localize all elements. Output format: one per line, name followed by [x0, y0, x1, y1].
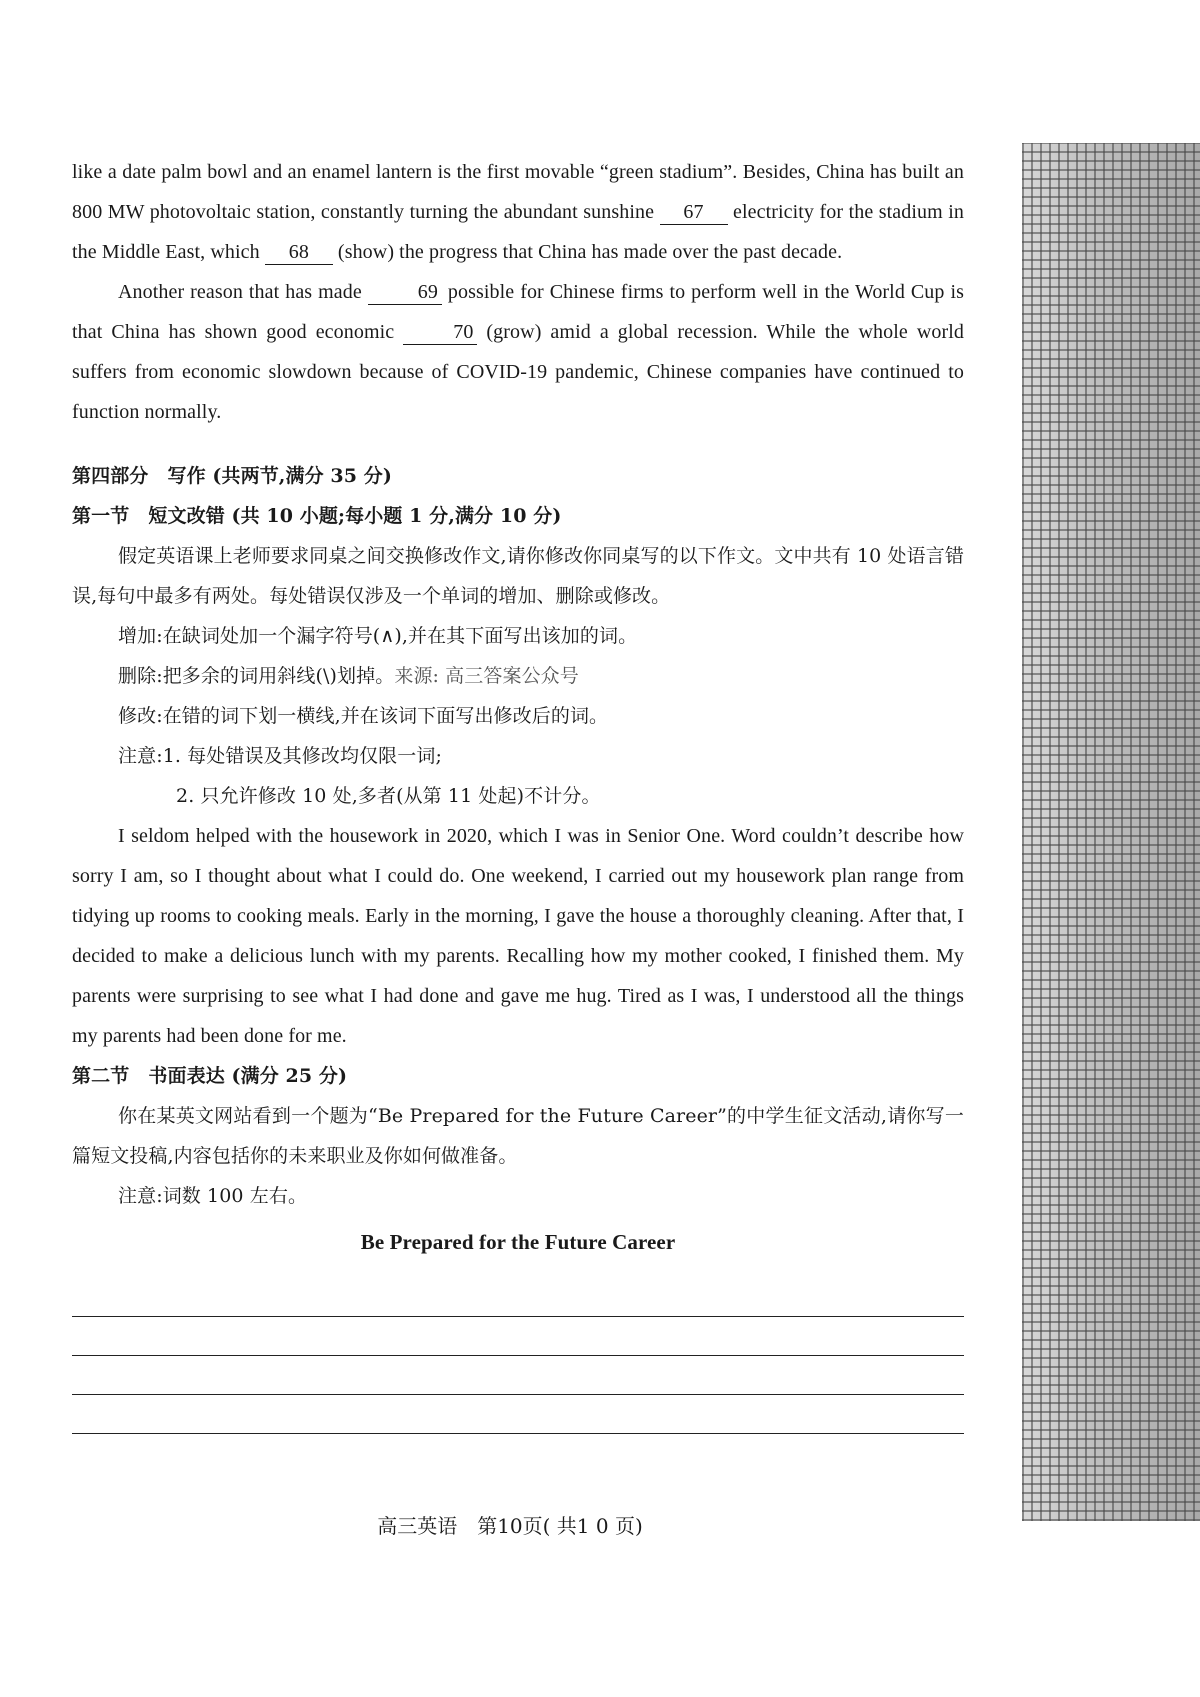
note-3: 注意:词数 100 左右。: [118, 1185, 308, 1207]
passage-text: Another reason that has made: [118, 281, 368, 303]
answer-line[interactable]: [72, 1395, 964, 1434]
page-content: [72, 152, 964, 1434]
passage-text: (show) the progress that China has made over the past decade.: [332, 241, 843, 263]
answer-line[interactable]: [72, 1356, 964, 1395]
instruction-delete-text: 删除:把多余的词用斜线(\)划掉。: [118, 665, 395, 687]
passage-paragraph-1: [72, 152, 964, 272]
section2-instructions: 你在某英文网站看到一个题为“Be Prepared for the Future Career”的中学生征文活动,请你写一篇短文投稿,内容包括你的未来职业及你如何做准备。: [72, 1105, 964, 1167]
section1-heading: 第一节 短文改错 (共 10 小题;每小题 1 分,满分 10 分): [72, 505, 562, 527]
blank-69: 69: [368, 280, 442, 305]
note-2: 2. 只允许修改 10 处,多者(从第 11 处起)不计分。: [176, 785, 601, 807]
passage-text: electricity for the stadium in the Middle East, which: [72, 201, 964, 263]
page-footer: 高三英语 第10页( 共1 0 页): [377, 1514, 643, 1538]
note-1: 注意:1. 每处错误及其修改均仅限一词;: [118, 745, 442, 767]
source-watermark: 来源: 高三答案公众号: [394, 665, 579, 687]
passage-text: like a date palm bowl and an enamel lantern is the first movable “green stadium”. Besides, China has built an 800 MW photovoltaic station, constantly turning the abundant sunshine: [72, 161, 964, 223]
passage-paragraph-2: [72, 272, 964, 432]
passage-text: possible for Chinese firms to perform well in the World Cup is that China has shown good economic: [72, 281, 964, 343]
answer-line[interactable]: [72, 1278, 964, 1317]
passage-text: (grow) amid a global recession. While the whole world suffers from economic slowdown because of COVID-19 pandemic, Chinese companies have continued to function normally.: [72, 321, 964, 423]
section1-instructions: 假定英语课上老师要求同桌之间交换修改作文,请你修改你同桌写的以下作文。文中共有 10 处语言错误,每句中最多有两处。每处错误仅涉及一个单词的增加、删除或修改。: [72, 545, 964, 607]
essay-title: Be Prepared for the Future Career: [360, 1230, 676, 1254]
blank-67: 67: [660, 200, 728, 225]
instruction-modify: 修改:在错的词下划一横线,并在该词下面写出修改后的词。: [118, 705, 609, 727]
binding-margin-strip: [1022, 143, 1200, 1521]
section2-heading: 第二节 书面表达 (满分 25 分): [72, 1065, 348, 1087]
instruction-delete: [72, 656, 964, 696]
blank-68: 68: [265, 240, 333, 265]
part4-heading: 第四部分 写作 (共两节,满分 35 分): [72, 465, 392, 487]
instruction-add: 增加:在缺词处加一个漏字符号(∧),并在其下面写出该加的词。: [118, 625, 638, 647]
answer-line[interactable]: [72, 1317, 964, 1356]
error-correction-essay: I seldom helped with the housework in 2020, which I was in Senior One. Word couldn’t describe how sorry I am, so I thought about what I could do. One weekend, I carried out my housework plan range from tidying up rooms to cooking meals. Early in the morning, I gave the house a thoroughly cleaning. After that, I decided to make a delicious lunch with my parents. Recalling how my mother cooked, I finished them. My parents were surprising to see what I had done and gave me hug. Tired as I was, I understood all the things my parents had been done for me.: [72, 825, 964, 1047]
blank-70: 70: [403, 320, 477, 345]
